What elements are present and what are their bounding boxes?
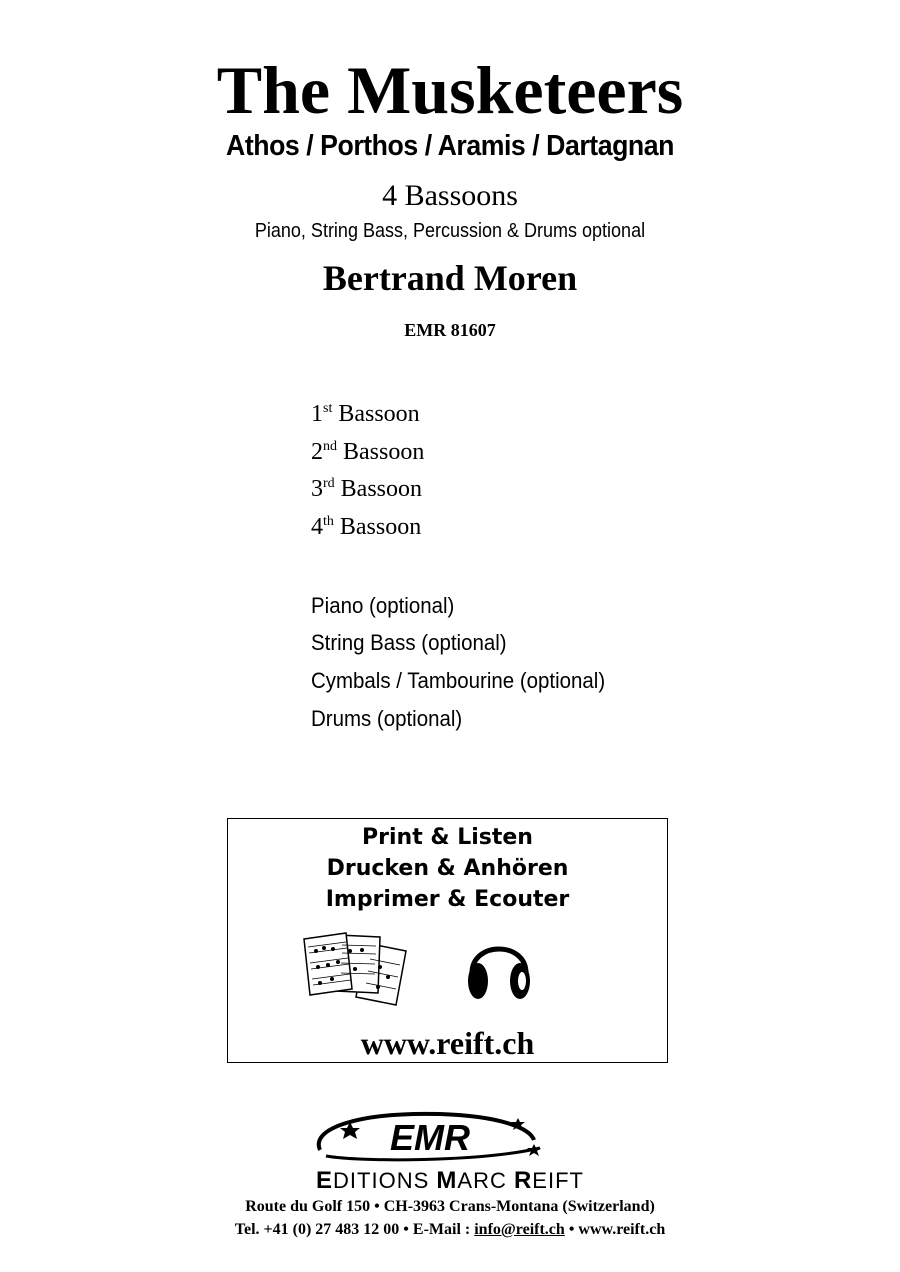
optional-part-item: Cymbals / Tambourine (optional) [311,668,606,694]
sheet-music-icon [300,929,412,1009]
optional-part-item: Drums (optional) [311,705,463,731]
email-link[interactable]: info@reift.ch [474,1221,565,1238]
part-item: 2nd Bassoon [311,438,425,465]
optional-part-item: String Bass (optional) [311,630,507,656]
emr-logo [300,1110,560,1166]
publisher-name: EDITIONS MARC REIFT [316,1167,584,1194]
catalog-number: EMR 81607 [404,320,496,340]
website-link[interactable]: www.reift.ch [360,1025,535,1061]
part-item: 1st Bassoon [311,401,420,427]
instrumentation: 4 Bassoons [382,179,518,212]
headphones-icon [464,929,534,1009]
print-listen-box [227,818,668,1063]
publisher-address: Route du Golf 150 • CH-3963 Crans-Montana (Switzerland) [245,1198,655,1215]
promo-line-french: Imprimer & Ecouter [325,887,570,912]
subtitle: Athos / Porthos / Aramis / Dartagnan [226,130,674,162]
promo-line-english: Print & Listen [362,825,533,850]
optional-instruments-note: Piano, String Bass, Percussion & Drums optional [254,220,646,242]
composer-name: Bertrand Moren [322,258,578,298]
part-item: 3rd Bassoon [311,476,423,503]
optional-part-item: Piano (optional) [311,592,455,618]
svg-text:EMR: EMR [390,1117,470,1158]
publisher-contact: Tel. +41 (0) 27 483 12 00 • E-Mail : info@reift.ch • www.reift.ch [234,1221,666,1238]
parts-list [311,396,627,738]
promo-line-german: Drucken & Anhören [326,856,569,881]
part-item: 4th Bassoon [311,514,422,541]
page-title: The Musketeers [216,52,684,128]
